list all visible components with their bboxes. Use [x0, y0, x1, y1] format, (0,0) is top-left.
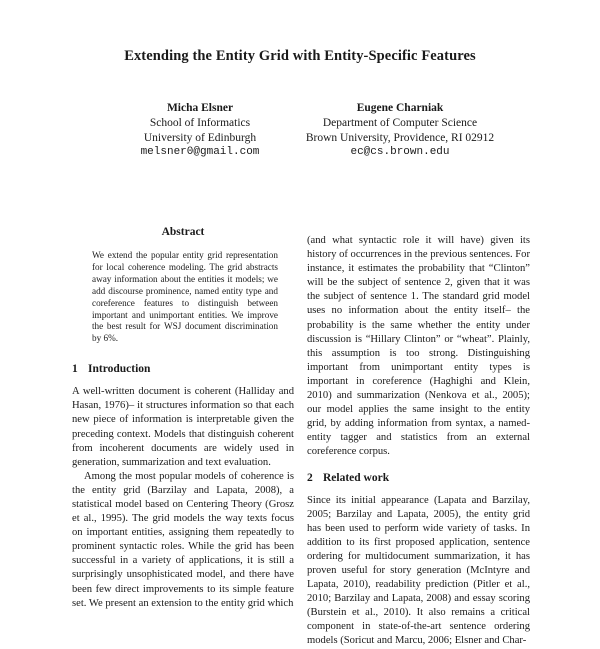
section-number: 1: [72, 363, 78, 376]
section-title: Introduction: [88, 363, 151, 376]
author-affiliation: School of Informatics: [149, 116, 251, 129]
abstract-wsj: WSJ: [163, 321, 182, 332]
intro-paragraph-2: Among the most popular models of coherence is the entity grid (Barzilay and Lapata, 2008), a statistical model based on Centering Theory (Grosz et al., 1995). The grid models the way texts focus on important entities, assigning them repeatedly to prominent syntactic roles. While the grid has been successful in a variety of applications, it is still a surprisingly unsophisticated model, and there have been few direct improvements to its simple feature set. We present an extension to the entity grid which: [72, 470, 294, 609]
author-email: ec@cs.brown.edu: [350, 146, 450, 159]
left-column: [72, 226, 294, 611]
related-work-paragraph-1: Since its initial appearance (Lapata and Barzilay, 2005; Barzilay and Lapata, 2005), the entity grid has been used to perform wide variety of tasks. In addition to its first proposed application, sentence ordering for multidocument summarization, it has proven useful for story generation (McIntyre and Lapata, 2010), readability prediction (Pitler et al., 2010; Barzilay and Lapata, 2008) and essay scoring (Burstein et al., 2010). It also remains a critical component in state-of-the-art sentence ordering models (Soricut and Marcu, 2006; Elsner and Char-: [307, 494, 530, 647]
author-block-charniak: [280, 101, 520, 160]
author-affiliation: Brown University, Providence, RI 02912: [305, 131, 495, 144]
author-affiliation: University of Edinburgh: [143, 131, 257, 144]
section-title: Related work: [323, 471, 390, 484]
intro-paragraph-1: A well-written document is coherent (Halliday and Hasan, 1976)– it structures information so that each new piece of information is interpretable given the preceding context. Models that distinguish coherent from incoherent documents are widely used in generation, summarization and text evaluation.: [72, 386, 294, 468]
paper-title: Extending the Entity Grid with Entity-Specific Features: [124, 48, 476, 64]
right-column: [307, 234, 530, 649]
author-email: melsner0@gmail.com: [140, 146, 260, 159]
right-column-paragraph: (and what syntactic role it will have) given its history of occurrences in the previous sentences. For instance, it estimates the probability that “Clinton” will be the subject of sentence 2, given that it was the subject of sentence 1. The standard grid model uses no information about the entity itself– the probability is the same whether the entity under discussion is “Hillary Clinton” or “wheat”. Plainly, this assumption is too strong. Distinguishing important from unimportant entity types is important in coreference (Haghighi and Klein, 2010) and summarization (Nenkova et al., 2005); our model applies the same insight to the entity grid, by adding information from syntax, a named-entity tagger and statistics from an external coreference corpus.: [307, 235, 530, 458]
author-affiliation: Department of Computer Science: [322, 116, 478, 129]
abstract-text: We extend the popular entity grid representation for local coherence modeling. The grid abstracts away information about the entities it models; we add discourse prominence, named entity type and coreference features to distinguish between important and unimportant entities. We improve the best result for: [92, 250, 278, 332]
section-heading-introduction: [72, 363, 294, 375]
author-name: Eugene Charniak: [356, 102, 444, 114]
abstract-text-end: document discrimination by 6%.: [92, 321, 278, 344]
section-heading-related-work: [307, 472, 530, 484]
abstract-heading: Abstract: [161, 226, 205, 238]
section-number: 2: [307, 471, 313, 484]
author-name: Micha Elsner: [166, 102, 234, 114]
abstract-body: [92, 250, 278, 345]
